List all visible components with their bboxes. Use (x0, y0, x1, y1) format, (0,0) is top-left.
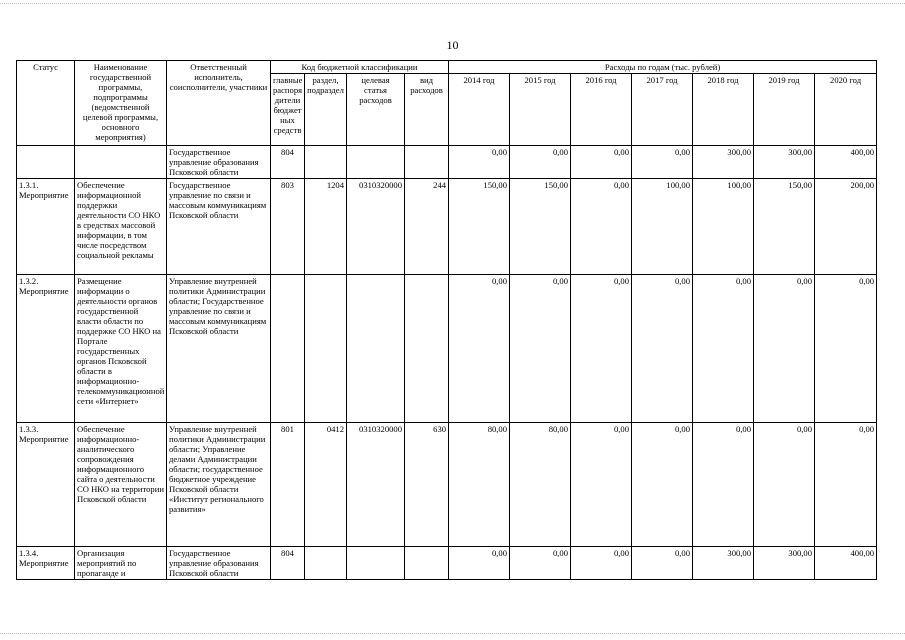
row-value: 400,00 (815, 146, 877, 179)
row-value: 0,00 (571, 146, 632, 179)
row-grbs: 803 (271, 179, 305, 275)
row-type (405, 547, 449, 580)
row-status: 1.3.2. Мероприятие (17, 275, 75, 423)
row-value: 0,00 (510, 146, 571, 179)
page-number: 10 (446, 38, 459, 52)
row-value: 400,00 (815, 547, 877, 580)
header-year: 2017 год (632, 74, 693, 146)
row-section: 1204 (305, 179, 347, 275)
row-responsible: Государственное управление образования Псковской области (167, 547, 271, 580)
budget-table (16, 60, 877, 580)
row-value: 0,00 (510, 547, 571, 580)
row-value: 0,00 (815, 423, 877, 547)
row-value: 300,00 (693, 146, 754, 179)
header-year: 2018 год (693, 74, 754, 146)
row-value: 80,00 (449, 423, 510, 547)
row-value: 0,00 (571, 423, 632, 547)
row-name (75, 146, 167, 179)
table-row (17, 275, 877, 423)
row-name: Обеспечение информационно-аналитического сопровождения информационного сайта о деятельности СО НКО на территории Псковской области (75, 423, 167, 547)
row-target (347, 146, 405, 179)
row-responsible: Управление внутренней политики Администрации области; Государственное управление по связи и массовым коммуникациям Псковской области (167, 275, 271, 423)
table-row (17, 423, 877, 547)
row-value: 0,00 (571, 547, 632, 580)
table-row (17, 179, 877, 275)
header-year: 2015 год (510, 74, 571, 146)
header-section: раздел, подраздел (305, 74, 347, 146)
row-value: 0,00 (571, 179, 632, 275)
row-target (347, 275, 405, 423)
row-target: 0310320000 (347, 179, 405, 275)
header-status: Статус (17, 61, 75, 146)
row-value: 0,00 (815, 275, 877, 423)
row-section: 0412 (305, 423, 347, 547)
row-type (405, 146, 449, 179)
row-name: Обеспечение информационной поддержки деятельности СО НКО в средствах массовой информации, в том числе посредством социальной рекламы (75, 179, 167, 275)
row-value: 150,00 (754, 179, 815, 275)
row-value: 150,00 (510, 179, 571, 275)
row-value: 300,00 (754, 547, 815, 580)
row-name: Организация мероприятий по пропаганде и (75, 547, 167, 580)
row-type: 630 (405, 423, 449, 547)
header-type: вид расходов (405, 74, 449, 146)
row-type (405, 275, 449, 423)
scan-edge-top (0, 3, 905, 5)
row-value: 300,00 (754, 146, 815, 179)
scan-edge-bottom (0, 633, 905, 635)
row-value: 0,00 (632, 275, 693, 423)
table-row (17, 146, 877, 179)
header-target: целевая статья расходов (347, 74, 405, 146)
row-value: 80,00 (510, 423, 571, 547)
header-name: Наименование государственной программы, подпрограммы (ведомственной целевой программы, основного мероприятия) (75, 61, 167, 146)
header-year: 2014 год (449, 74, 510, 146)
row-status: 1.3.4. Мероприятие (17, 547, 75, 580)
row-value: 300,00 (693, 547, 754, 580)
row-grbs: 801 (271, 423, 305, 547)
row-value: 0,00 (754, 275, 815, 423)
row-value: 0,00 (693, 275, 754, 423)
row-section (305, 547, 347, 580)
header-responsible: Ответственный исполнитель, соисполнители, участники (167, 61, 271, 146)
row-grbs (271, 275, 305, 423)
row-status: 1.3.1. Мероприятие (17, 179, 75, 275)
row-target (347, 547, 405, 580)
row-name: Размещение информации о деятельности органов государственной власти области по поддержке СО НКО на Портале государственных органов Псковской области в информационно-телекоммуникационной сети «Интернет» (75, 275, 167, 423)
row-value: 0,00 (632, 146, 693, 179)
row-value: 200,00 (815, 179, 877, 275)
row-responsible: Государственное управление образования Псковской области (167, 146, 271, 179)
row-value: 0,00 (449, 275, 510, 423)
row-value: 0,00 (449, 146, 510, 179)
row-value: 100,00 (632, 179, 693, 275)
row-value: 0,00 (693, 423, 754, 547)
row-responsible: Государственное управление по связи и массовым коммуникациям Псковской области (167, 179, 271, 275)
row-section (305, 146, 347, 179)
row-type: 244 (405, 179, 449, 275)
header-expenses: Расходы по годам (тыс. рублей) (449, 61, 877, 74)
header-grbs: главные распоря дители бюджет ных средств (271, 74, 305, 146)
row-value: 0,00 (632, 423, 693, 547)
row-value: 0,00 (571, 275, 632, 423)
header-year: 2020 год (815, 74, 877, 146)
row-value: 150,00 (449, 179, 510, 275)
row-status: 1.3.3. Мероприятие (17, 423, 75, 547)
row-status (17, 146, 75, 179)
row-grbs: 804 (271, 547, 305, 580)
row-grbs: 804 (271, 146, 305, 179)
row-value: 0,00 (632, 547, 693, 580)
header-year: 2016 год (571, 74, 632, 146)
table-row (17, 547, 877, 580)
row-responsible: Управление внутренней политики Администрации области; Управление делами Администрации области; государственное бюджетное учреждение Псковской области «Институт регионального развития» (167, 423, 271, 547)
row-value: 100,00 (693, 179, 754, 275)
row-value: 0,00 (754, 423, 815, 547)
row-value: 0,00 (510, 275, 571, 423)
header-budget-code: Код бюджетной классификации (271, 61, 449, 74)
row-section (305, 275, 347, 423)
row-value: 0,00 (449, 547, 510, 580)
header-year: 2019 год (754, 74, 815, 146)
row-target: 0310320000 (347, 423, 405, 547)
